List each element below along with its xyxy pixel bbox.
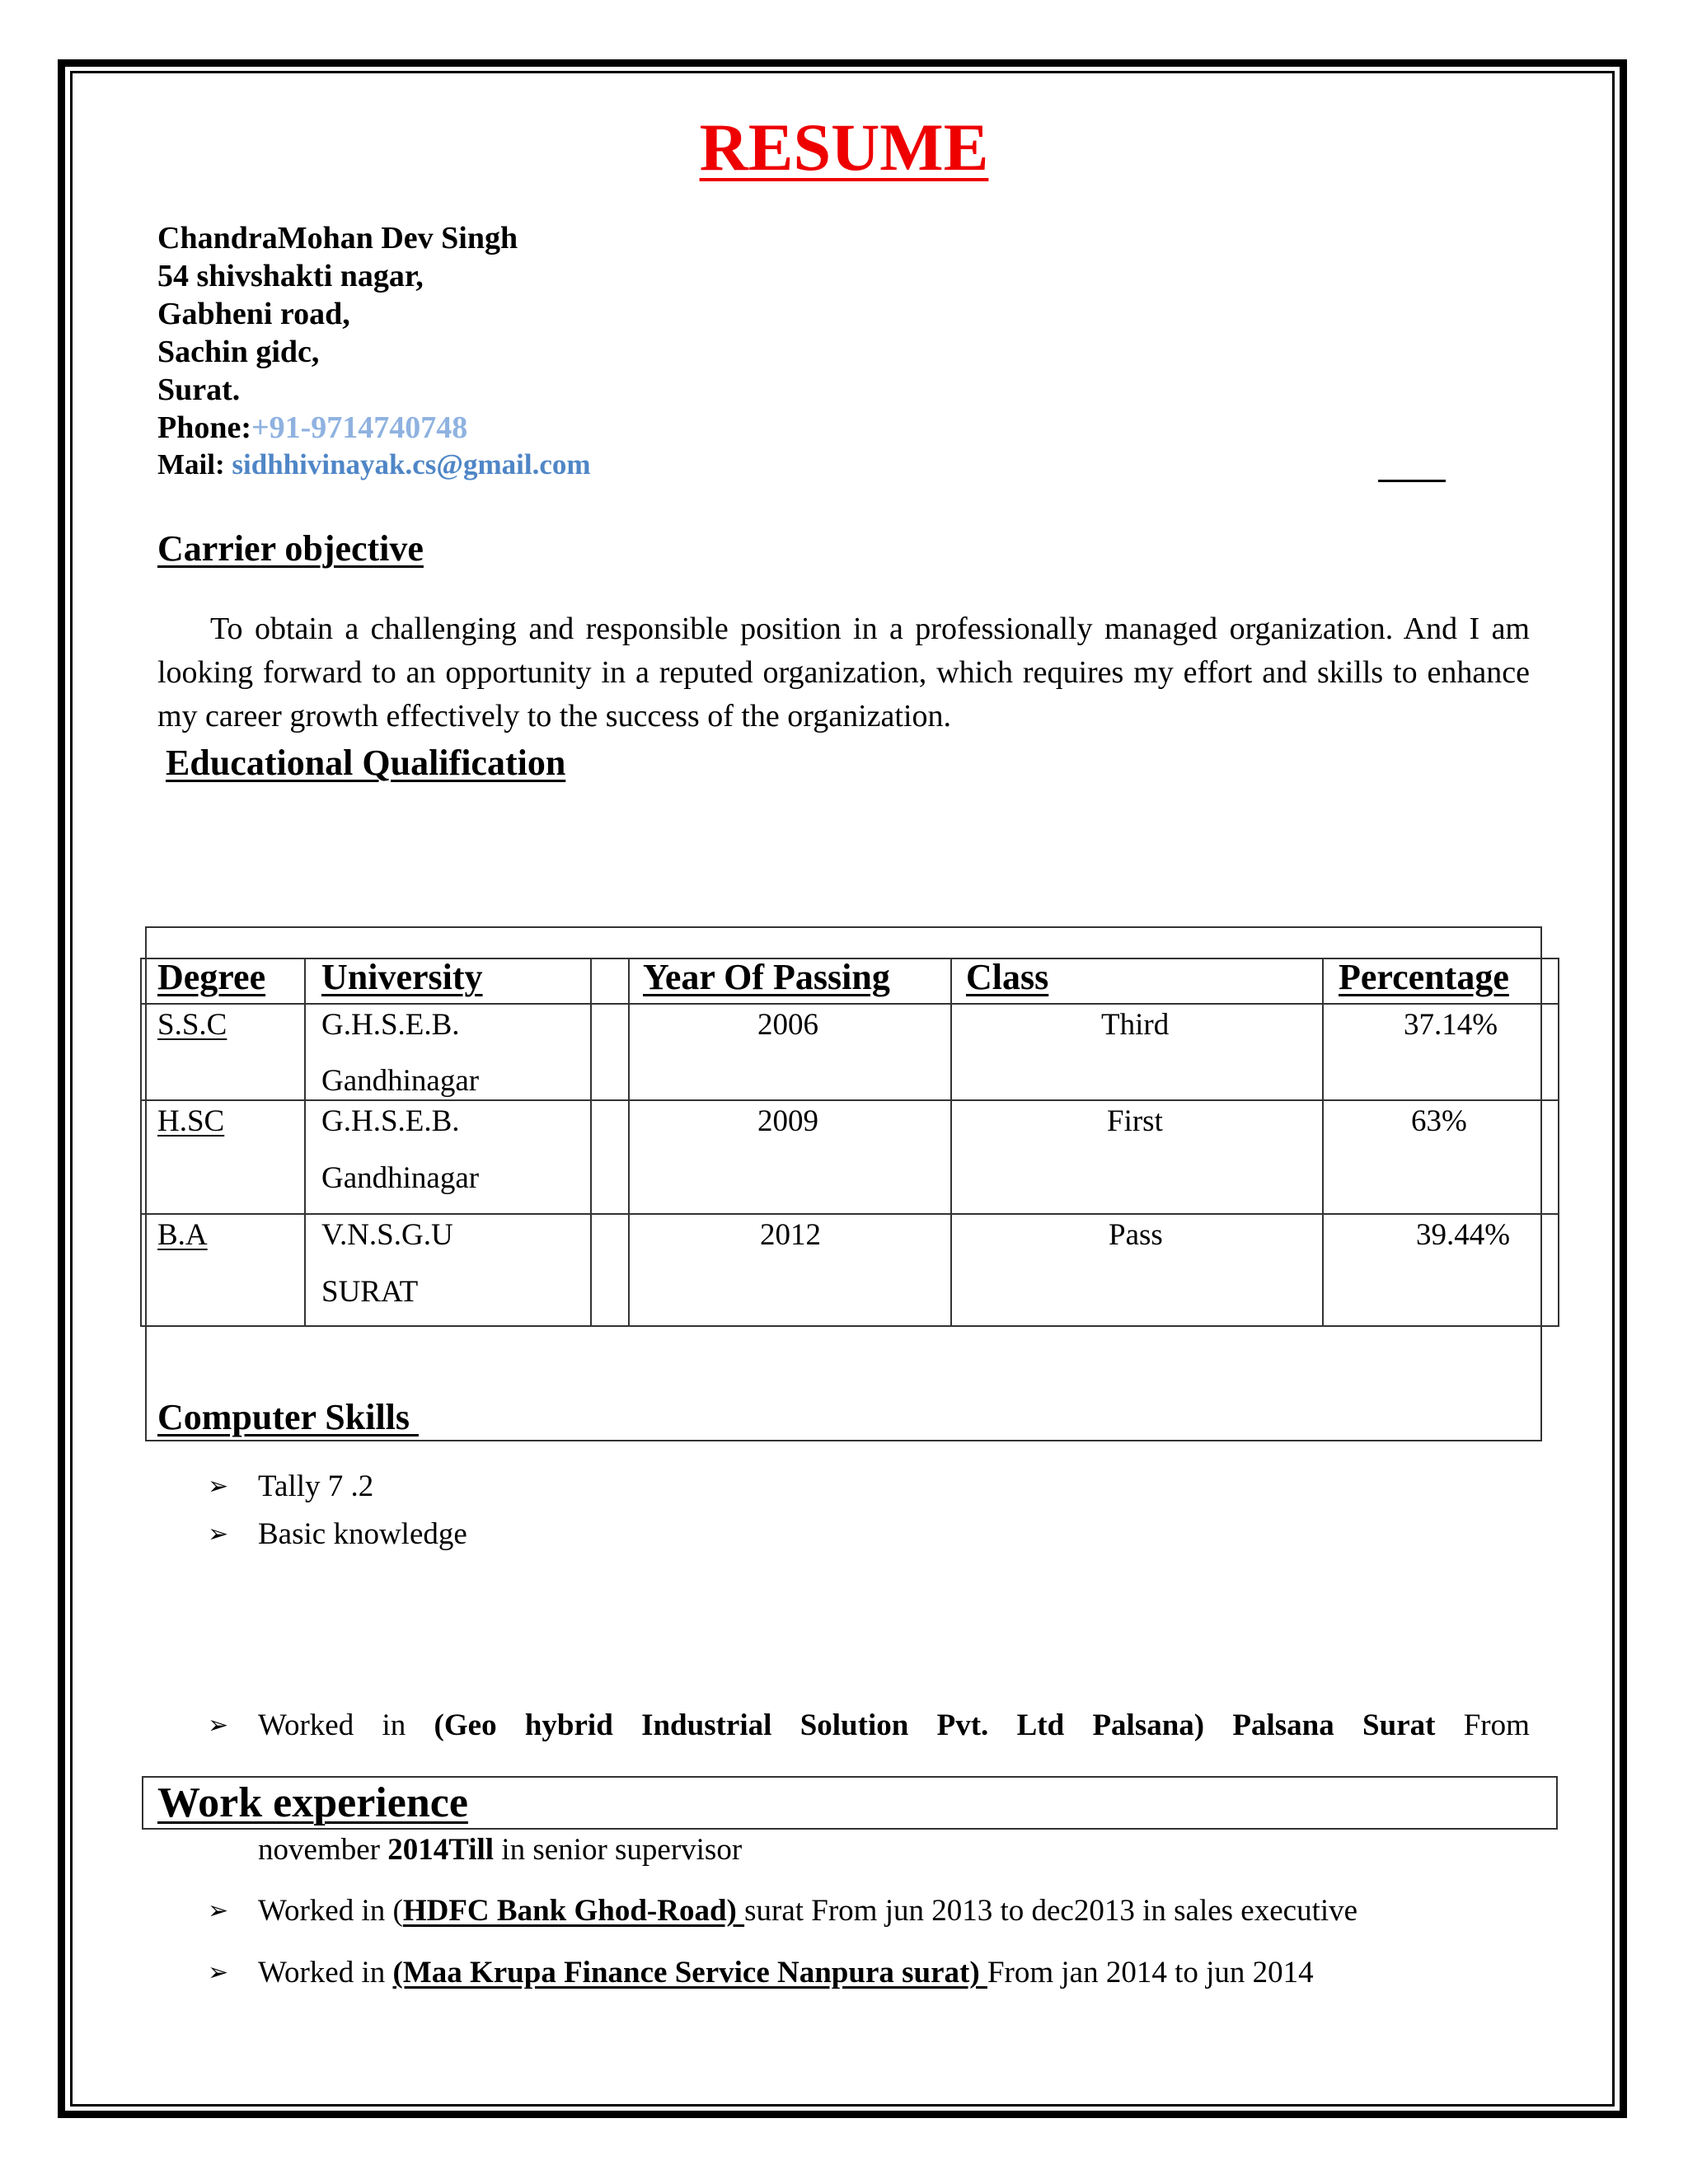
work-item-1-continued <box>258 1832 742 1868</box>
objective-text: To obtain a challenging and responsible position in a professionally managed organization. And I am looking forward to an opportunity in a reputed organization, which requires my effort and skills to enhance my career growth effectively to the success of the organization. <box>157 612 1530 733</box>
work-company: Solution <box>799 1708 909 1742</box>
work-company: Palsana <box>1232 1708 1334 1742</box>
work-text: Worked <box>258 1708 354 1742</box>
col-header-year: Year Of Passing <box>643 957 890 997</box>
table-rule <box>1322 958 1324 1326</box>
cell-year: 2012 <box>760 1218 821 1252</box>
work-text: surat From jun 2013 to dec2013 in sales executive <box>744 1894 1358 1928</box>
work-company: (Geo <box>434 1708 497 1742</box>
cell-percentage: 37.14% <box>1404 1008 1498 1042</box>
skill-item: Basic knowledge <box>258 1517 467 1551</box>
cell-university-city: SURAT <box>321 1275 419 1309</box>
arrow-bullet-icon: ➢ <box>208 1959 229 1986</box>
objective-heading: Carrier objective <box>157 528 424 569</box>
education-heading: Educational Qualification <box>166 743 566 783</box>
work-company: Palsana) <box>1092 1708 1205 1742</box>
table-rule <box>304 958 306 1326</box>
cell-degree: B.A <box>157 1218 208 1252</box>
phone-number[interactable]: +91-9714740748 <box>251 410 468 445</box>
cell-degree: S.S.C <box>157 1008 227 1042</box>
email-link[interactable]: sidhhivinayak.cs@gmail.com <box>232 448 591 480</box>
table-rule <box>1540 958 1542 1326</box>
work-date: 2014Till <box>387 1833 495 1867</box>
cell-class: Pass <box>1109 1218 1163 1252</box>
cell-university: V.N.S.G.U <box>321 1218 453 1252</box>
cell-class: Third <box>1101 1008 1170 1042</box>
col-header-degree: Degree <box>157 957 266 997</box>
work-text: november <box>258 1833 388 1867</box>
table-rule <box>140 1213 1559 1215</box>
phone-label: Phone: <box>157 410 251 445</box>
address-line: Gabheni road, <box>157 297 350 331</box>
skills-heading-text: Computer Skills <box>157 1397 410 1437</box>
col-header-class: Class <box>966 957 1049 997</box>
work-company: HDFC Bank Ghod-Road) <box>402 1894 745 1928</box>
work-company: Surat <box>1362 1708 1436 1742</box>
address-line: 54 shivshakti nagar, <box>157 259 424 293</box>
arrow-bullet-icon: ➢ <box>208 1521 229 1548</box>
work-text: From jan 2014 to jun 2014 <box>987 1956 1314 1990</box>
work-item-2 <box>258 1893 1357 1929</box>
table-rule <box>140 1099 1559 1101</box>
col-header-percentage: Percentage <box>1339 957 1509 997</box>
work-item-3 <box>258 1955 1314 1990</box>
resume-title: RESUME <box>699 110 989 185</box>
table-rule <box>590 958 592 1326</box>
table-rule <box>950 958 952 1326</box>
work-item-1-line <box>258 1708 1530 1743</box>
arrow-bullet-icon: ➢ <box>208 1473 229 1500</box>
work-company: Ltd <box>1016 1708 1065 1742</box>
contact-name: ChandraMohan Dev Singh <box>157 221 518 255</box>
work-company: Pvt. <box>936 1708 989 1742</box>
work-company: (Maa Krupa Finance Service Nanpura surat) <box>392 1956 987 1990</box>
work-company: Industrial <box>641 1708 772 1742</box>
cell-year: 2009 <box>757 1104 818 1138</box>
work-text: From <box>1463 1708 1530 1742</box>
work-text: in <box>382 1708 406 1742</box>
skills-heading <box>157 1396 419 1438</box>
cell-university-city: Gandhinagar <box>321 1064 480 1098</box>
table-rule <box>1558 958 1559 1326</box>
table-rule <box>140 958 142 1326</box>
work-heading: Work experience <box>157 1779 468 1826</box>
cell-percentage: 39.44% <box>1416 1218 1511 1252</box>
table-rule <box>140 1325 1559 1327</box>
address-line: Surat. <box>157 373 241 407</box>
cell-university-city: Gandhinagar <box>321 1161 480 1195</box>
mail-label: Mail: <box>157 448 232 480</box>
work-text: Worked in ( <box>258 1894 403 1928</box>
cell-university: G.H.S.E.B. <box>321 1104 460 1138</box>
work-text: Worked in <box>258 1956 393 1990</box>
address-line: Sachin gidc, <box>157 335 320 369</box>
col-header-university: University <box>321 957 483 997</box>
cell-university: G.H.S.E.B. <box>321 1008 460 1042</box>
work-company: hybrid <box>524 1708 613 1742</box>
cell-degree: H.SC <box>157 1104 225 1138</box>
cell-class: First <box>1107 1104 1163 1138</box>
work-text: in senior supervisor <box>494 1833 743 1867</box>
arrow-bullet-icon: ➢ <box>208 1712 229 1739</box>
cell-year: 2006 <box>757 1008 818 1042</box>
table-rule <box>140 1003 1559 1005</box>
table-rule <box>628 958 630 1326</box>
arrow-bullet-icon: ➢ <box>208 1897 229 1924</box>
cell-percentage: 63% <box>1411 1104 1467 1138</box>
skill-item: Tally 7 .2 <box>258 1469 374 1503</box>
